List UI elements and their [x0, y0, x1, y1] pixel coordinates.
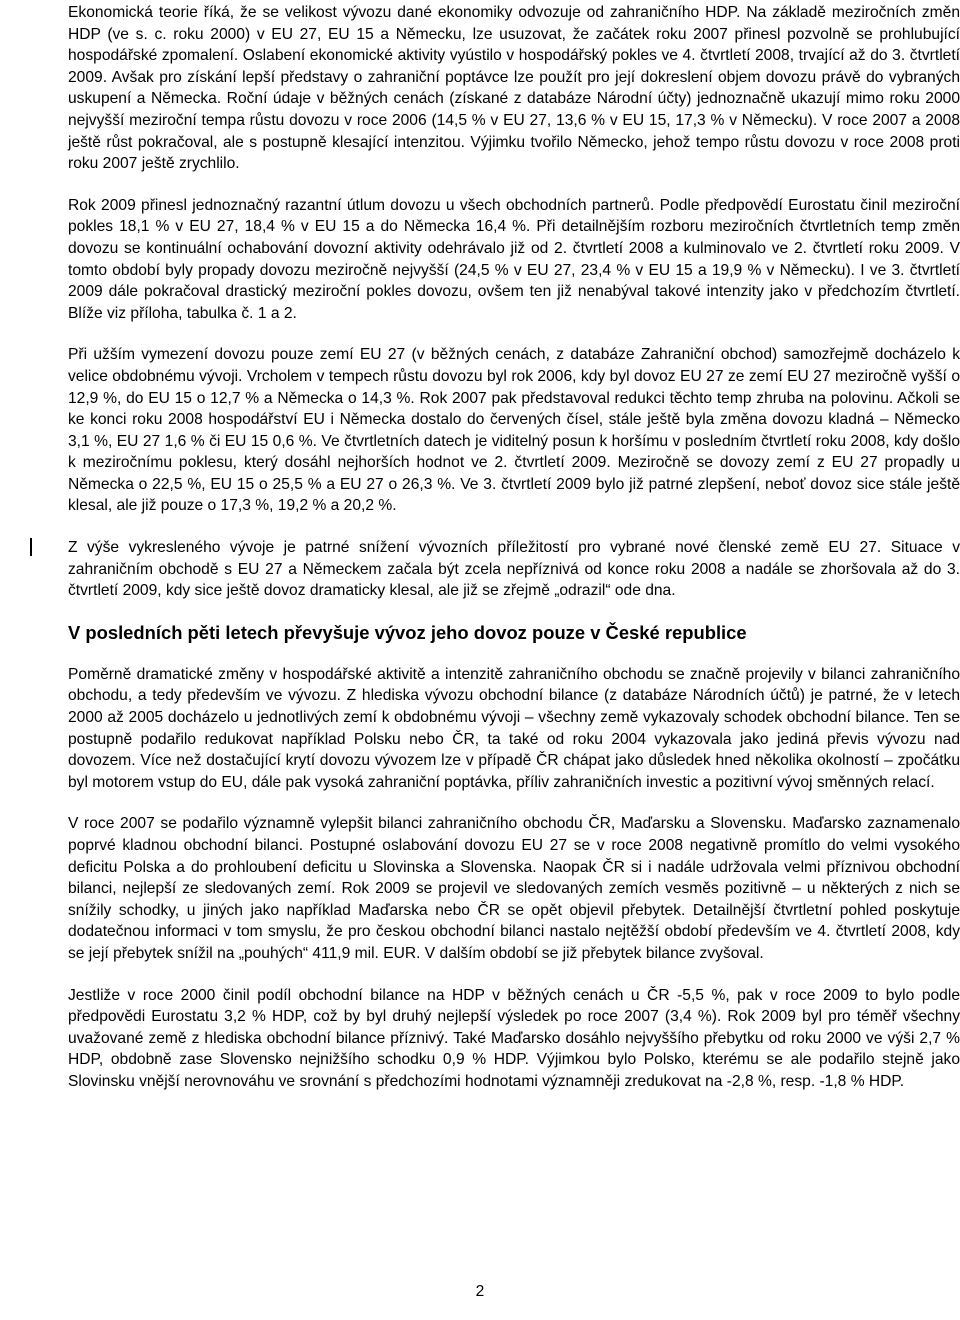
paragraph-trade-balance-2007: V roce 2007 se podařilo významně vylepšit bilanci zahraničního obchodu ČR, Maďarsku a Slovensku. Maďarsko zaznamenalo poprvé kladnou obchodní bilanci. Postupné oslabování dovozu EU 27 se v roce 2008 negativně promítlo do velmi vysokého deficitu Polska a do prohloubení deficitu u Slovinska a Slovenska. Naopak ČR si i nadále udržovala velmi příznivou obchodní bilanci, nejlepší ze sledovaných zemí. Rok 2009 se projevil ve sledovaných zemích vesměs pozitivně – u některých z nich se snížily schodky, u jiných jako například Maďarska nebo ČR se opět objevil přebytek. Detailnější čtvrtletní pohled poskytuje dodatečnou informaci v tom smyslu, že pro českou obchodní bilanci nastalo nejtěžší období především ve 4. čtvrtletí 2008, kdy se její přebytek snížil na „pouhých“ 411,9 mil. EUR. V dalším období se již přebytek bilance zvyšoval. [68, 815, 960, 962]
revision-change-bar [30, 538, 32, 556]
paragraph-imports-from-eu27: Při užším vymezení dovozu pouze zemí EU 27 (v běžných cenách, z databáze Zahraniční obchod) samozřejmě docházelo k velice obdobnému vývoji. Vrcholem v tempech růstu dovozu byl rok 2006, kdy byl dovoz EU 27 ze zemí EU 27 meziročně vyšší o 12,9 %, do EU 15 o 12,7 % a Německa o 14,3 %. Rok 2007 pak představoval redukci těchto temp zhruba na polovinu. Ačkoli se ke konci roku 2008 hospodářství EU i Německa dostalo do červených čísel, stále ještě byla změna dovozu kladná – Německo 3,1 %, EU 27 1,6 % či EU 15 0,6 %. Ve čtvrtletních datech je viditelný posun k horšímu v posledním čtvrtletí roku 2008, kdy došlo k meziročnímu poklesu, který dosáhl nejhorších hodnot ve 2. čtvrtletí 2009. Meziročně se dovozy zemí z EU 27 propadly u Německa o 22,5 %, EU 15 o 25,5 % a EU 27 o 26,3 %. Ve 3. čtvrtletí 2009 bylo již patrné zlepšení, neboť dovoz sice stále ještě klesal, ale již pouze o 17,3 %, 19,2 % a 20,2 %. [68, 346, 960, 515]
page-number: 2 [475, 1283, 485, 1300]
page-content [68, 2, 960, 1093]
paragraph-trade-balance-gdp-share: Jestliže v roce 2000 činil podíl obchodní bilance na HDP v běžných cenách u ČR -5,5 %, pak v roce 2009 to bylo podle předpovědi Eurostatu 3,2 % HDP, což by byl druhý nejlepší výsledek po roce 2007 (3,4 %). Rok 2009 byl pro téměř všechny uvažované země z hlediska obchodní bilance příznivý. Také Maďarsko dosáhlo nejvyššího přebytku od roku 2000 ve výši 2,7 % HDP, obdobně zase Slovensko nejnižšího schodku 0,9 % HDP. Výjimkou bylo Polsko, kterému se ale podařilo stejně jako Slovinsku vnější nerovnováhu ve srovnání s předchozími hodnotami významněji zredukovat na -2,8 %, resp. -1,8 % HDP. [68, 986, 960, 1090]
paragraph-export-opportunities: Z výše vykresleného vývoje je patrné snížení vývozních příležitostí pro vybrané nové členské země EU 27. Situace v zahraničním obchodě s EU 27 a Německem začala být zcela nepříznivá od konce roku 2008 a nadále se zhoršovala až do 3. čtvrtletí 2009, kdy sice ještě dovoz dramaticky klesal, ale již se zřejmě „odrazil“ ode dna. [68, 539, 960, 600]
paragraph-foreign-demand-theory: Ekonomická teorie říká, že se velikost vývozu dané ekonomiky odvozuje od zahraničního HDP. Na základě meziročních změn HDP (ve s. c. roku 2000) v EU 27, EU 15 a Německu, lze usuzovat, že začátek roku 2007 přinesl pozvolně se prohlubující hospodářské zpomalení. Oslabení ekonomické aktivity vyústilo v hospodářský pokles ve 4. čtvrtletí 2008, trvající až do 3. čtvrtletí 2009. Avšak pro získání lepší představy o zahraniční poptávce lze použít pro její dokreslení objem dovozu právě do vybraných uskupení a Německa. Roční údaje v běžných cenách (získané z databáze Národní účty) jednoznačně ukazují mimo roku 2000 nejvyšší meziroční tempa růstu dovozu v roce 2006 (14,5 % v EU 27, 13,6 % v EU 15, 17,3 % v Německu). V roce 2007 a 2008 ještě růst pokračoval, ale s postupně klesající intenzitou. Výjimku tvořilo Německo, jehož tempo růstu dovozu v roce 2008 proti roku 2007 ještě zrychlilo. [68, 4, 960, 173]
paragraph-trade-balance-changes: Poměrně dramatické změny v hospodářské aktivitě a intenzitě zahraničního obchodu se značně projevily v bilanci zahraničního obchodu, a tedy především ve vývozu. Z hlediska vývozu obchodní bilance (z databáze Národních účtů) je patrné, že v letech 2000 až 2005 docházelo u jednotlivých zemí k obdobnému vývoji – všechny země vykazovaly schodek obchodní bilance. Ten se postupně podařilo redukovat například Polsku nebo ČR, ta také od roku 2004 vykazovala jako jediná převis vývozu nad dovozem. Více než dostačující krytí dovozu vývozem lze v případě ČR chápat jako důsledek hned několika okolností – zpočátku byl motorem vstup do EU, dále pak vysoká zahraniční poptávka, příliv zahraničních investic a pozitivní vývoj směnných relací. [68, 665, 960, 791]
section-heading: V posledních pěti letech převyšuje vývoz jeho dovoz pouze v České republice [68, 621, 747, 643]
paragraph-import-decline-2009: Rok 2009 přinesl jednoznačný razantní útlum dovozu u všech obchodních partnerů. Podle předpovědí Eurostatu činil meziroční pokles 18,1 % v EU 27, 18,4 % v EU 15 a do Německa 16,4 %. Při detailnějším rozboru meziročních čtvrtletních temp změn dovozu se kontinuální ochabování dovozní aktivity odehrávalo již od 2. čtvrtletí 2008 a kulminovalo ve 2. čtvrtletí roku 2009. V tomto období byly propady dovozu meziročně nejvyšší (24,5 % v EU 27, 23,4 % v EU 15 a 19,9 % v Německu). I ve 3. čtvrtletí 2009 dále pokračoval drastický meziroční pokles dovozu, ovšem ten již nenabýval takové intenzity jako v předchozím čtvrtletí. Blíže viz příloha, tabulka č. 1 a 2. [68, 196, 960, 322]
